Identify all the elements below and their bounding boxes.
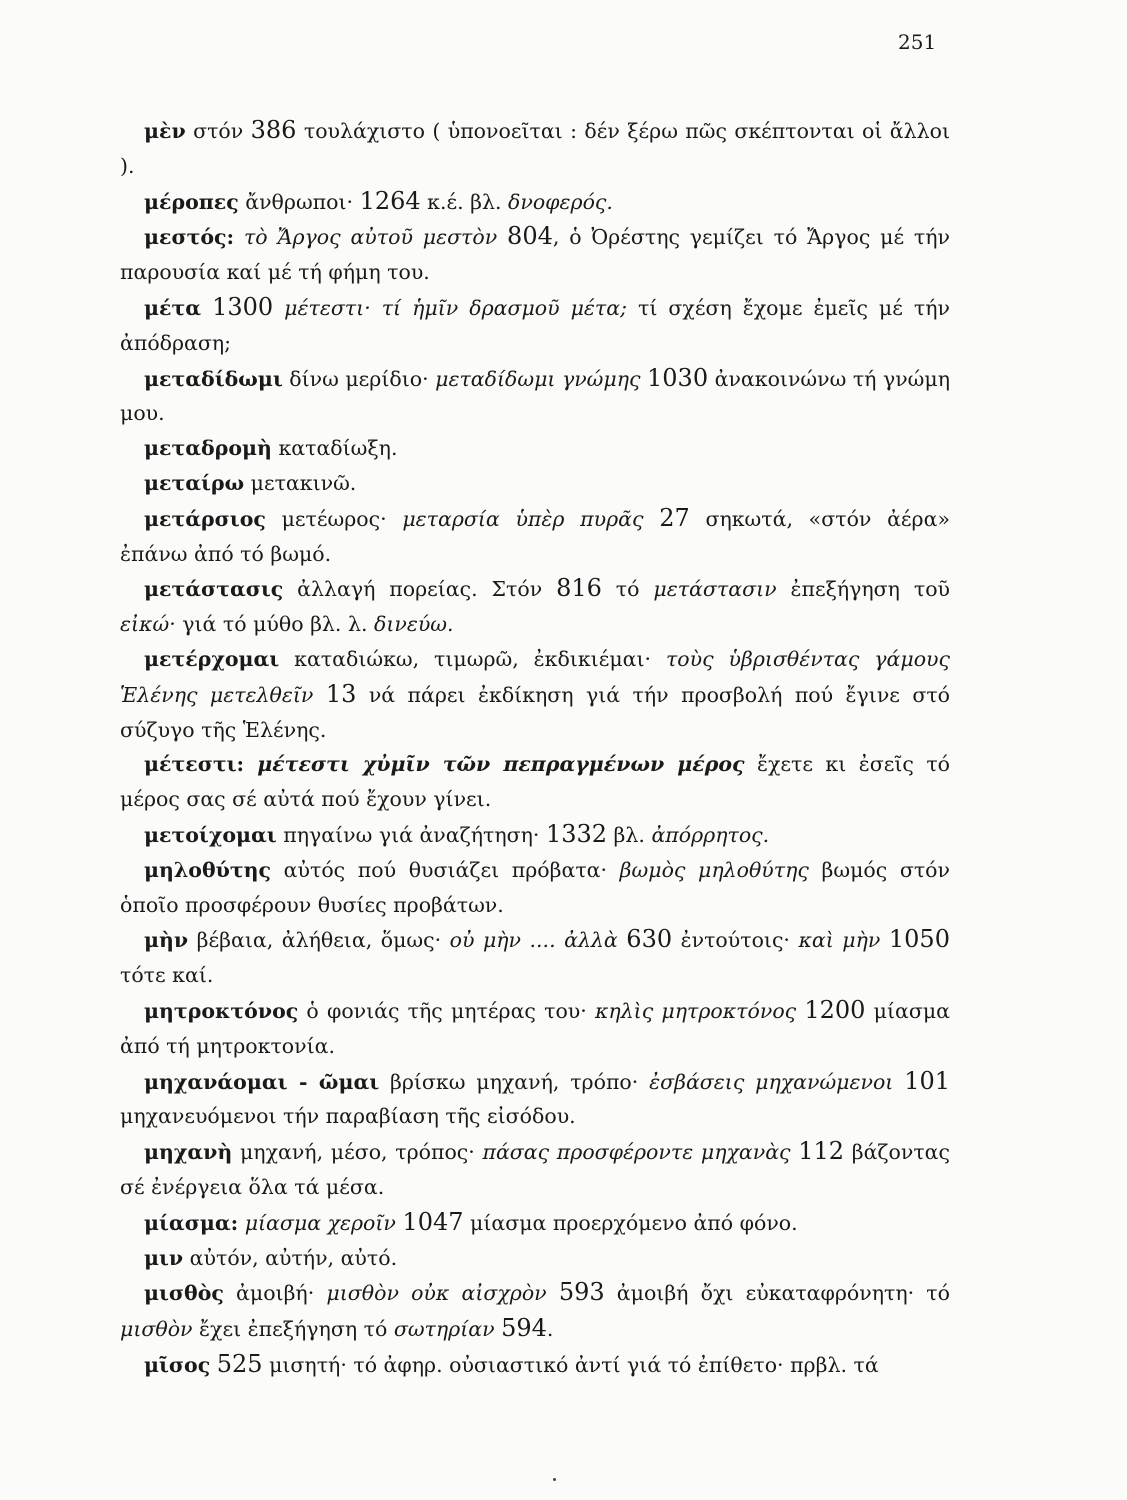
glossary-entries: [120, 113, 950, 1383]
entry-text: βωμός στόν ὁποῖο προσφέρουν θυσίες προβάτων.: [120, 857, 950, 917]
entry-quote: μισθὸν οὐκ αἰσχρὸν: [326, 1281, 547, 1306]
entry-headword: μηχανὴ: [144, 1140, 233, 1165]
entry-quote: πάσας προσφέροντε μηχανὰς: [482, 1140, 791, 1165]
entry-headword: μὲν: [144, 119, 186, 143]
page-number: 251: [898, 30, 937, 54]
entry-quote: τοὺς ὑβρισθέντας γάμους Ἑλένης μετελθεῖν: [120, 646, 951, 707]
line-number: 1047: [402, 1207, 464, 1236]
glossary-entry: [120, 1205, 950, 1241]
entry-text: μηχανή, μέσο, τρόπος·: [232, 1140, 483, 1165]
entry-text: τό: [601, 577, 654, 602]
entry-text: μισητή· τό ἀφηρ. οὐσιαστικό ἀντί γιά τό ἐπίθετο· πρβλ. τά: [262, 1352, 879, 1377]
entry-text: γιά τό μύθο βλ. λ.: [175, 612, 374, 637]
entry-quote: μεταδίδωμι γνώμης: [435, 366, 641, 391]
entry-quote: μετάστασιν: [653, 577, 777, 602]
line-number: 630: [626, 925, 673, 954]
entry-headword: μεταίρω: [144, 470, 245, 495]
glossary-entry: [120, 922, 950, 993]
entry-text: βλ.: [607, 822, 652, 847]
entry-text: μίασμα ἀπό τή μητροκτονία.: [120, 998, 950, 1058]
entry-text: βάζοντας σέ ἐνέργεια ὅλα τά μέσα.: [120, 1140, 950, 1199]
entry-headword: μέτεστι:: [144, 752, 245, 777]
entry-text: [893, 1070, 904, 1094]
glossary-entry: [120, 1134, 950, 1205]
glossary-entry: [120, 361, 950, 432]
entry-headword: μητροκτόνος: [144, 998, 299, 1023]
glossary-entry: [120, 1347, 950, 1383]
line-number: 27: [659, 503, 690, 532]
entry-text: [201, 296, 212, 320]
line-number: 816: [556, 574, 602, 603]
line-number: 1030: [647, 363, 709, 392]
entry-quote: καὶ μὴν: [798, 928, 881, 953]
entry-text: ἔχει ἐπεξήγηση τό: [192, 1317, 394, 1342]
entry-headword: μέροπες: [144, 189, 239, 214]
glossary-entry: [120, 853, 950, 923]
glossary-entry: [120, 1275, 950, 1347]
line-number: 594: [501, 1314, 547, 1343]
entry-quote: δινεύω.: [373, 612, 454, 637]
entry-headword: μὴν: [144, 928, 189, 953]
entry-text: , ὁ Ὀρέστης γεμίζει τό Ἄργος μέ τήν παρουσία καί μέ τή φήμη του.: [120, 225, 950, 285]
entry-headword: μετάρσιος: [144, 506, 266, 531]
entry-headword: μέτα: [144, 295, 202, 320]
bottom-mark: [553, 1478, 556, 1481]
entry-headword: μηχανάομαι - ῶμαι: [144, 1069, 380, 1094]
glossary-entry: [120, 571, 950, 642]
entry-quote: οὐ μὴν .... ἀλλὰ: [449, 928, 618, 953]
line-number: 525: [216, 1349, 263, 1378]
entry-text: μίασμα προερχόμενο ἀπό φόνο.: [463, 1210, 798, 1235]
entry-text: ἐντούτοις·: [672, 928, 799, 953]
line-number: 804: [507, 222, 553, 251]
glossary-entry: [120, 290, 950, 361]
entry-quote: τὸ Ἄργος αὐτοῦ μεστὸν: [234, 225, 508, 250]
entry-text: βρίσκω μηχανή, τρόπο·: [379, 1069, 650, 1094]
entry-text: τότε καί.: [120, 963, 214, 988]
entry-quote: μίασμα χεροῖν: [238, 1210, 396, 1235]
entry-text: καταδίωξη.: [271, 436, 398, 461]
entry-text: πηγαίνω γιά ἀναζήτηση·: [276, 822, 546, 847]
glossary-entry: [120, 431, 950, 466]
entry-headword: μιν: [144, 1245, 184, 1270]
line-number: 1200: [804, 995, 866, 1024]
line-number: 1050: [888, 925, 950, 954]
line-number: 1300: [212, 292, 274, 321]
entry-text: ἀνακοινώνω τή γνώμη μου.: [120, 366, 950, 426]
entry-text: καταδιώκω, τιμωρῶ, ἐκδικιέμαι·: [279, 646, 666, 671]
entry-text: [313, 683, 325, 707]
entry-text: [643, 507, 659, 531]
glossary-entry: [120, 1241, 950, 1276]
line-number: 112: [798, 1137, 845, 1166]
entry-quote: εἰκώ·: [120, 612, 176, 637]
line-number: 1264: [359, 186, 421, 215]
entry-quote: μισθὸν: [120, 1317, 193, 1342]
entry-quote: σωτηρίαν: [393, 1317, 495, 1342]
entry-quote: βωμὸς μηλοθύτης: [619, 857, 809, 882]
entry-headword: μισθὸς: [144, 1281, 224, 1306]
entry-text: τουλάχιστο ( ὑπονοεῖται : δέν ξέρω πῶς σκέπτονται οἱ ἄλλοι ).: [120, 119, 951, 178]
entry-text: [547, 1281, 559, 1305]
entry-text: .: [546, 1317, 554, 1342]
entry-text: ἀμοιβή·: [223, 1281, 327, 1306]
glossary-entry: [120, 113, 950, 184]
entry-text: ὁ φονιάς τῆς μητέρας του·: [298, 998, 595, 1023]
entry-headword: μηλοθύτης: [144, 857, 272, 882]
entry-text: σηκωτά, «στόν ἀέρα» ἐπάνω ἀπό τό βωμό.: [120, 506, 950, 566]
entry-text: δίνω μερίδιο·: [282, 366, 436, 391]
entry-text: μετακινῶ.: [244, 470, 357, 495]
entry-quote: ἐσβάσεις μηχανώμενοι: [649, 1069, 894, 1094]
entry-headword: μίασμα:: [144, 1210, 239, 1235]
entry-text: μετέωρος·: [265, 506, 403, 531]
line-number: 386: [250, 116, 297, 144]
entry-headword: μεταδρομὴ: [144, 436, 272, 461]
line-number: 13: [325, 679, 357, 708]
entry-text: ἔχετε κι ἐσεῖς τό μέρος σας σέ αὐτά πού ἔχουν γίνει.: [120, 752, 950, 812]
glossary-entry: [120, 219, 950, 290]
entry-quote: μεταρσία ὑπὲρ πυρᾶς: [402, 506, 644, 531]
entry-headword: μῖσος: [144, 1352, 211, 1377]
entry-text: [880, 928, 889, 952]
glossary-entry: [120, 817, 950, 853]
entry-text: στόν: [185, 119, 251, 143]
entry-quote: δνοφερός.: [508, 189, 613, 214]
line-number: 1332: [545, 819, 608, 848]
entry-quote: κηλὶς μητροκτόνος: [594, 998, 797, 1023]
entry-headword: μετοίχομαι: [144, 822, 277, 847]
entry-text: αὐτός πού θυσιάζει πρόβατα·: [271, 857, 620, 882]
entry-text: μηχανευόμενοι τήν παραβίαση τῆς εἰσόδου.: [120, 1104, 576, 1129]
entry-text: νά πάρει ἐκδίκηση γιά τήν προσβολή πού ἔγινε στό σύζυγο τῆς Ἑλένης.: [120, 682, 951, 742]
entry-headword: μεταδίδωμι: [144, 366, 283, 391]
entry-quote: ἀπόρρητος.: [651, 822, 770, 847]
entry-quote: μέτεστι· τί ἡμῖν δρασμοῦ μέτα;: [273, 295, 628, 320]
line-number: 593: [558, 1278, 605, 1307]
entry-text: ἀλλαγή πορείας. Στόν: [283, 577, 557, 602]
entry-quote: μέτεστι χὐμῖν τῶν πεπραγμένων μέρος: [244, 752, 745, 777]
glossary-entry: [120, 642, 950, 747]
entry-text: κ.έ. βλ.: [420, 189, 509, 214]
entry-headword: μεστός:: [144, 225, 235, 250]
entry-text: βέβαια, ἀλήθεια, ὅμως·: [188, 928, 450, 953]
glossary-entry: [120, 993, 950, 1064]
entry-text: ἄνθρωποι·: [238, 189, 360, 214]
entry-headword: μετάστασις: [144, 577, 284, 602]
entry-text: τί σχέση ἔχομε ἐμεῖς μέ τήν ἀπόδραση;: [120, 295, 950, 355]
line-number: 101: [904, 1066, 950, 1095]
glossary-entry: [120, 1064, 950, 1135]
glossary-entry: [120, 466, 950, 501]
glossary-entry: [120, 747, 950, 817]
entry-text: ἐπεξήγηση τοῦ: [776, 577, 951, 602]
entry-text: ἀμοιβή ὄχι εὐκαταφρόνητη· τό: [604, 1281, 950, 1306]
glossary-entry: [120, 184, 950, 220]
entry-headword: μετέρχομαι: [144, 646, 280, 671]
entry-text: αὐτόν, αὐτήν, αὐτό.: [183, 1245, 398, 1270]
glossary-entry: [120, 501, 950, 572]
